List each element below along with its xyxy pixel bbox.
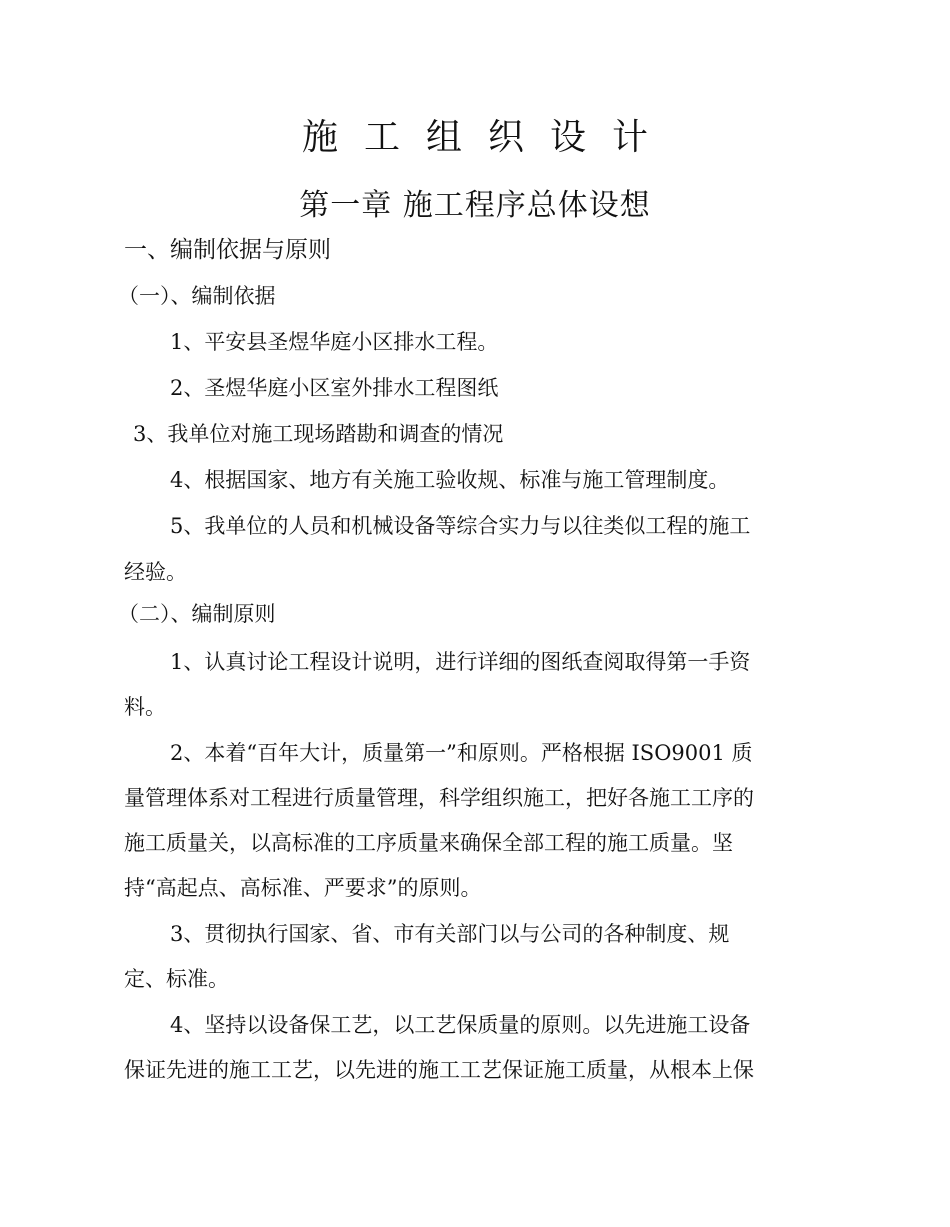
paragraph-line: 1、认真讨论工程设计说明，进行详细的图纸查阅取得第一手资 <box>170 650 751 674</box>
paragraph-line: 量管理体系对工程进行质量管理，科学组织施工，把好各施工工序的 <box>124 786 754 810</box>
document-title: 施工组织设计 <box>301 117 674 158</box>
paragraph-line: 5、我单位的人员和机械设备等综合实力与以往类似工程的施工 <box>170 514 751 538</box>
paragraph-line: 2、本着“百年大计，质量第一”和原则。严格根据 ISO9001 质 <box>170 741 753 765</box>
paragraph-line: 4、根据国家、地方有关施工验收规、标准与施工管理制度。 <box>170 468 730 492</box>
paragraph-line: 3、贯彻执行国家、省、市有关部门以与公司的各种制度、规 <box>170 922 730 946</box>
paragraph-line: 施工质量关，以高标准的工序质量来确保全部工程的施工质量。坚 <box>124 831 733 855</box>
subsection-heading: （一）、编制依据 <box>118 284 276 308</box>
section-heading: 一、编制依据与原则 <box>124 237 331 263</box>
paragraph-line: 保证先进的施工工艺，以先进的施工工艺保证施工质量，从根本上保 <box>124 1058 754 1082</box>
paragraph-line: 1、平安县圣煜华庭小区排水工程。 <box>170 330 499 354</box>
paragraph-line: 经验。 <box>124 560 187 584</box>
paragraph-line: 4、坚持以设备保工艺，以工艺保质量的原则。以先进施工设备 <box>170 1013 751 1037</box>
subsection-heading: （二）、编制原则 <box>118 602 276 626</box>
paragraph-line: 定、标准。 <box>124 967 229 991</box>
paragraph-line: 持“高起点、高标准、严要求”的原则。 <box>124 876 482 900</box>
paragraph-line: 2、圣煜华庭小区室外排水工程图纸 <box>170 376 499 400</box>
chapter-heading: 第一章 施工程序总体设想 <box>299 188 651 223</box>
paragraph-line: 料。 <box>124 695 166 719</box>
paragraph-line: 3、我单位对施工现场踏勘和调查的情况 <box>133 422 504 446</box>
